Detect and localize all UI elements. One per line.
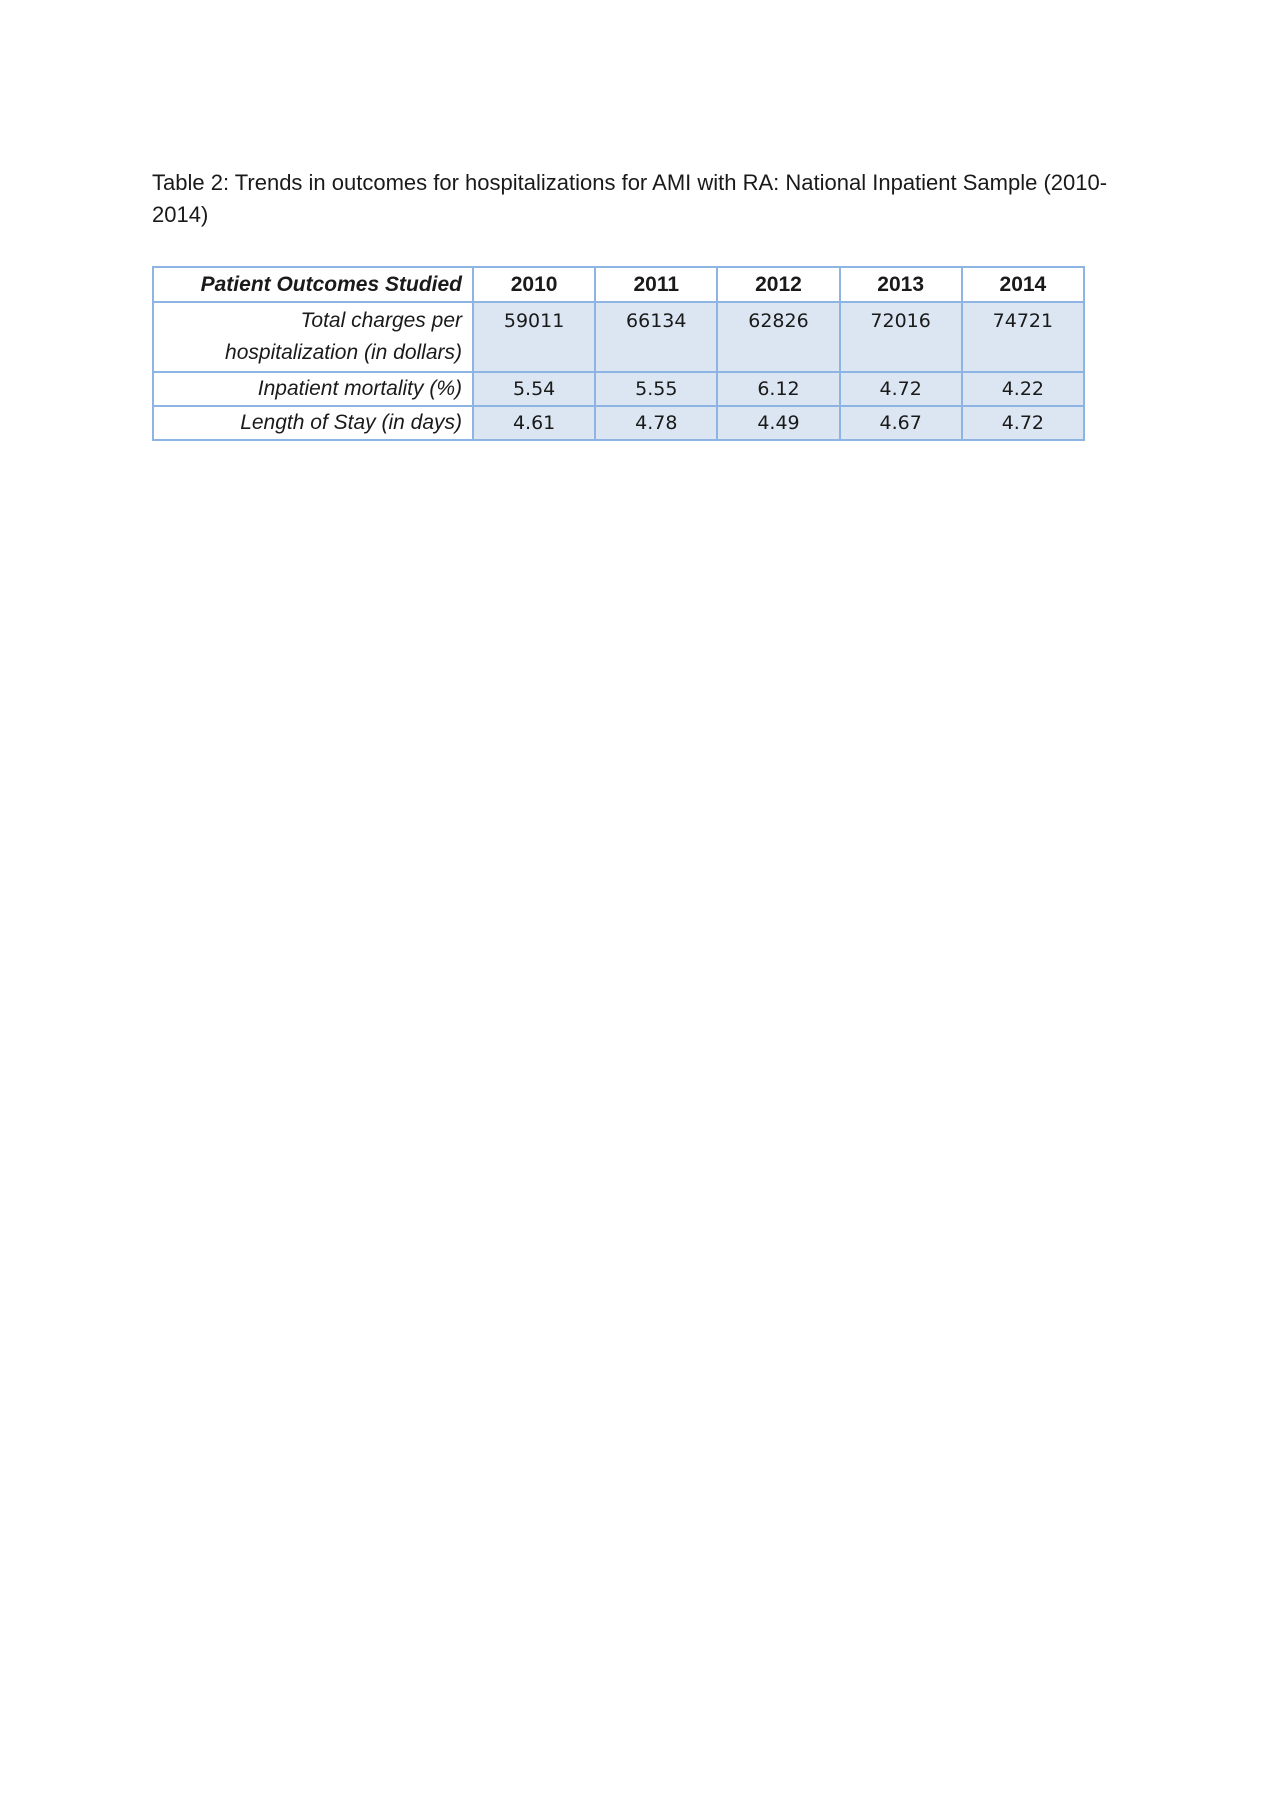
row-label: Inpatient mortality (%): [153, 372, 473, 406]
table-cell: 59011: [473, 302, 595, 372]
table-row-inpatient-mortality: [153, 372, 1084, 406]
column-header-year: 2014: [962, 267, 1084, 302]
table-cell: 66134: [595, 302, 717, 372]
row-label: Total charges per hospitalization (in dollars): [153, 302, 473, 372]
table-cell: 4.72: [962, 406, 1084, 440]
table-cell: 74721: [962, 302, 1084, 372]
table-cell: 4.78: [595, 406, 717, 440]
row-label: Length of Stay (in days): [153, 406, 473, 440]
table-cell: 5.55: [595, 372, 717, 406]
table-cell: 4.49: [717, 406, 839, 440]
table-cell: 4.67: [840, 406, 962, 440]
table-caption: Table 2: Trends in outcomes for hospitalizations for AMI with RA: National Inpatient Sample (2010-2014): [152, 170, 1108, 227]
table-cell: 62826: [717, 302, 839, 372]
column-header-year: 2012: [717, 267, 839, 302]
column-header-year: 2013: [840, 267, 962, 302]
table-cell: 5.54: [473, 372, 595, 406]
table-cell: 6.12: [717, 372, 839, 406]
table-cell: 4.61: [473, 406, 595, 440]
table-row-total-charges: [153, 302, 1084, 372]
column-header-year: 2010: [473, 267, 595, 302]
table-cell: 72016: [840, 302, 962, 372]
table-cell: 4.72: [840, 372, 962, 406]
outcomes-table: [152, 266, 1085, 441]
table-row-length-of-stay: [153, 406, 1084, 440]
column-header-year: 2011: [595, 267, 717, 302]
table-cell: 4.22: [962, 372, 1084, 406]
table-header-row: [153, 267, 1084, 302]
column-header-outcomes: Patient Outcomes Studied: [153, 267, 473, 302]
